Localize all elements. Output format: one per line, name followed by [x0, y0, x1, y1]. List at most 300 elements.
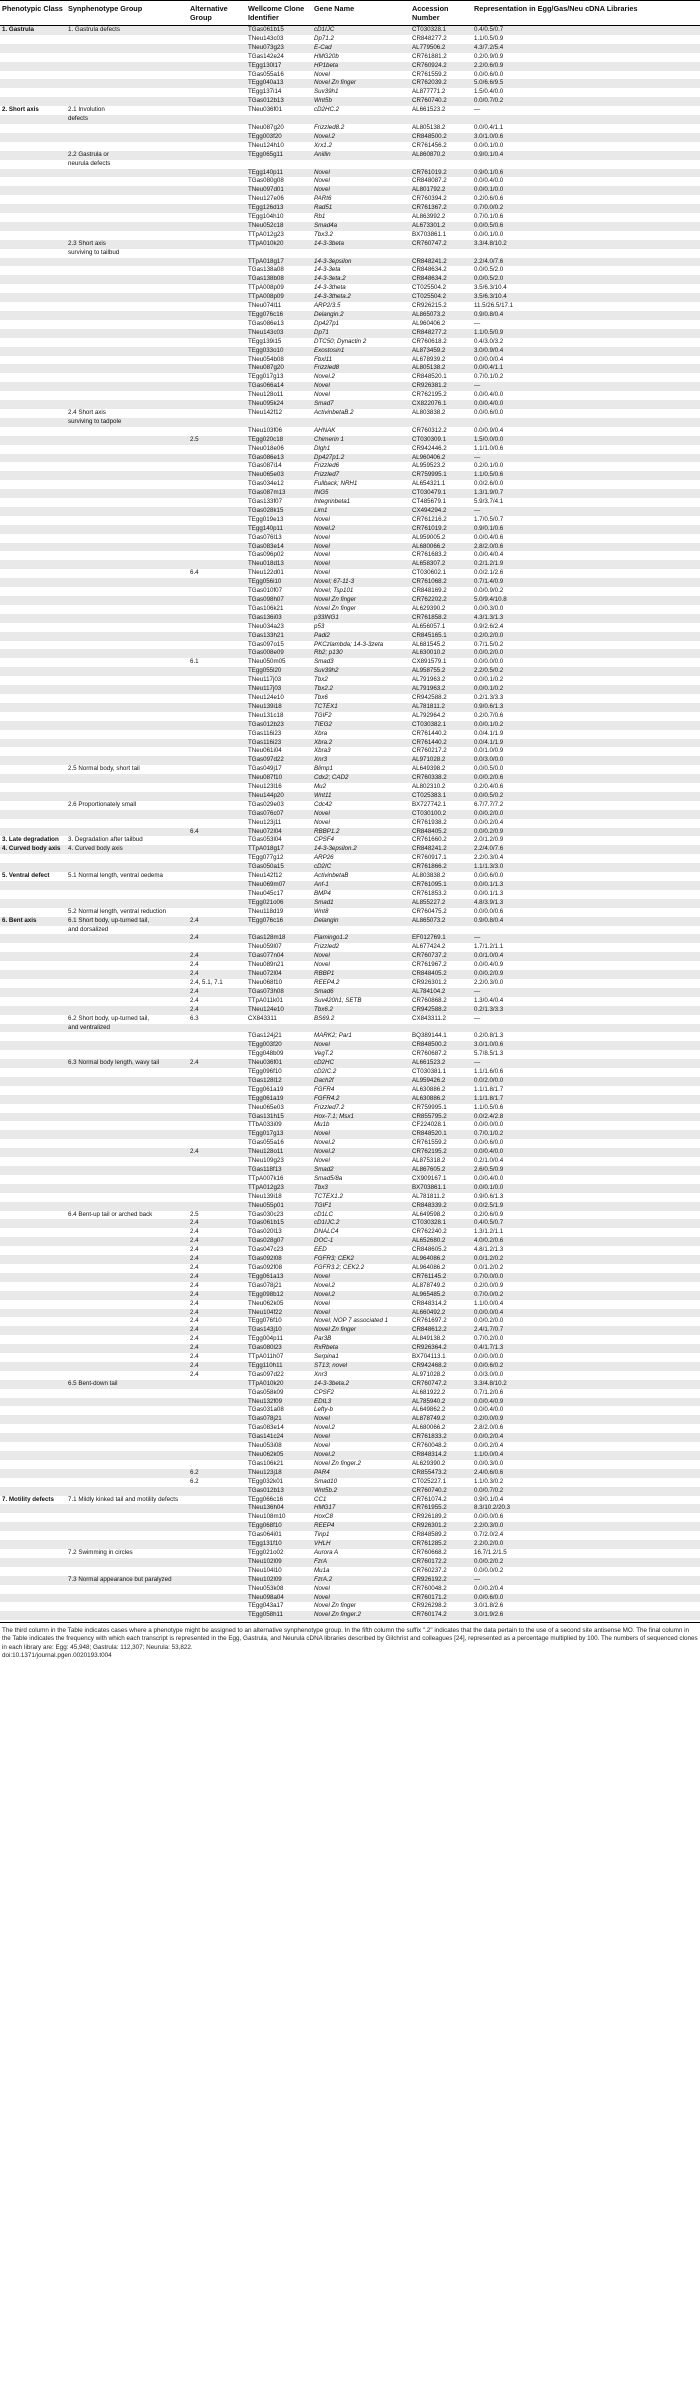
accession-cell: CR761559.2 [412, 70, 447, 78]
representation-cell: 2.2/0.6/0.9 [472, 62, 700, 71]
accession-cell: AL878749.2 [412, 1281, 446, 1289]
alternative-group-cell [188, 1594, 246, 1603]
alternative-group-cell: 2.4 [190, 1281, 199, 1289]
alternative-group-cell: 2.4 [190, 996, 199, 1004]
table-row [0, 1398, 700, 1407]
clone-id-cell: TGas050a15 [246, 863, 312, 872]
representation-cell: 0.0/0.1/0.0 [472, 186, 700, 195]
synphenotype-group-cell [66, 997, 188, 1006]
table-row [0, 1015, 700, 1024]
clone-id-cell: TGas128m18 [246, 934, 312, 943]
accession-cell: CT030328.1 [410, 1219, 472, 1228]
table-row [0, 1309, 700, 1318]
representation-cell: 0.0/0.6/0.0 [472, 1594, 700, 1603]
clone-id-cell: TEgg021o02 [248, 1548, 284, 1556]
representation-cell: 0.0/0.2/0.4 [472, 1433, 700, 1442]
gene-name-cell: Novel Zn finger.2 [314, 1459, 361, 1467]
gene-name-cell: Frizzled7 [312, 471, 410, 480]
accession-cell: AL630886.2 [410, 1095, 472, 1104]
synphenotype-group-cell [66, 1175, 188, 1184]
alternative-group-cell [188, 1050, 246, 1059]
alternative-group-cell [188, 53, 246, 62]
accession-cell: CR760048.2 [412, 1442, 447, 1450]
phenotypic-class-cell [0, 1264, 66, 1273]
phenotypic-class-cell [0, 667, 66, 676]
phenotypic-class-cell [0, 560, 66, 569]
accession-cell: AL964086.2 [412, 1263, 446, 1271]
clone-id-cell: TGas136i03 [246, 614, 312, 623]
table-row [0, 1326, 700, 1335]
accession-cell: CR760475.2 [412, 907, 447, 915]
accession-cell: AL680066.2 [412, 1424, 446, 1432]
gene-name-cell: PAR4 [312, 1469, 410, 1478]
gene-name-cell: Suv39h1 [314, 88, 339, 96]
table-row [0, 427, 700, 436]
alternative-group-cell [188, 240, 246, 249]
synphenotype-group-cell [66, 1478, 188, 1487]
clone-id-cell: TGas092f08 [248, 1263, 283, 1271]
synphenotype-group-cell: 6.1 Short body, up-turned tail, [66, 917, 188, 926]
alternative-group-cell [188, 1175, 246, 1184]
table-row [0, 899, 700, 908]
representation-cell: 1.1/1.0/0.6 [474, 444, 504, 452]
table-row [0, 1077, 700, 1086]
clone-id-cell: TTpA010k20 [246, 1380, 312, 1389]
header-representation: Representation in Egg/Gas/Neu cDNA Libraries [472, 1, 700, 26]
table-row [0, 703, 700, 712]
table-row [0, 1157, 700, 1166]
accession-cell: CR760618.2 [412, 337, 447, 345]
gene-name-cell: Novel; 67-11-3 [312, 578, 410, 587]
clone-id-cell [246, 160, 312, 169]
phenotypic-class-cell [0, 1585, 66, 1594]
table-row [0, 186, 700, 195]
alternative-group-cell: 6.3 [190, 1014, 199, 1022]
alternative-group-cell [188, 712, 246, 721]
clone-id-cell: TEgg076f10 [248, 1317, 282, 1325]
accession-cell: CR761440.2 [412, 729, 447, 737]
gene-name-cell: ActivinbetaB.2 [314, 408, 354, 416]
alternative-group-cell [188, 801, 246, 810]
gene-name-cell: 14-3-3beta [312, 240, 410, 249]
alternative-group-cell [188, 810, 246, 819]
gene-name-cell: Aurora A [314, 1548, 339, 1556]
accession-cell: CR761866.2 [410, 863, 472, 872]
accession-cell: CR761068.2 [410, 578, 472, 587]
gene-name-cell: cD2IC [312, 863, 410, 872]
representation-cell: 0.0/2.4/2.8 [472, 1113, 700, 1122]
synphenotype-group-cell [66, 943, 188, 952]
accession-cell: CT485679.1 [412, 498, 447, 506]
accession-cell: CR848241.2 [410, 258, 472, 267]
table-row [0, 979, 700, 988]
synphenotype-group-cell [66, 498, 188, 507]
accession-cell: CT030381.1 [412, 1068, 447, 1076]
table-row [0, 231, 700, 240]
phenotypic-class-cell: 7. Motility defects [2, 1495, 54, 1503]
accession-cell: CX891579.1 [412, 658, 447, 666]
alternative-group-cell [188, 195, 246, 204]
phenotypic-class-cell [0, 810, 66, 819]
clone-id-cell: TGas087i14 [248, 462, 282, 470]
clone-id-cell: TGas061b15 [246, 26, 312, 35]
synphenotype-group-cell [66, 462, 188, 471]
synphenotype-group-cell [66, 1121, 188, 1130]
alternative-group-cell [188, 409, 246, 418]
alternative-group-cell [188, 943, 246, 952]
phenotypic-class-cell [0, 1558, 66, 1567]
alternative-group-cell [188, 249, 246, 258]
alternative-group-cell [188, 1095, 246, 1104]
accession-cell: CR848634.2 [410, 275, 472, 284]
synphenotype-group-cell [66, 1237, 188, 1246]
synphenotype-group-cell [66, 97, 188, 106]
alternative-group-cell [188, 454, 246, 463]
gene-name-cell: Lefty-b [314, 1406, 333, 1414]
clone-id-cell: TNeu143c03 [246, 329, 312, 338]
table-row [0, 1032, 700, 1041]
phenotypic-class-cell [0, 1567, 66, 1576]
representation-cell: 2.2/4.0/7.6 [472, 258, 700, 267]
accession-cell: CX909167.1 [412, 1174, 447, 1182]
table-row [0, 1095, 700, 1104]
phenotypic-class-cell [0, 356, 66, 365]
synphenotype-group-cell [66, 489, 188, 498]
clone-id-cell: TGas031a08 [248, 1406, 284, 1414]
alternative-group-cell [188, 106, 246, 115]
accession-cell: CR760394.2 [412, 195, 447, 203]
representation-cell: 8.3/10.2/20.3 [472, 1504, 700, 1513]
table-row [0, 507, 700, 516]
synphenotype-group-cell [66, 1068, 188, 1077]
representation-cell: 11.5/26.5/17.1 [474, 302, 514, 310]
synphenotype-group-cell [66, 231, 188, 240]
alternative-group-cell [188, 739, 246, 748]
clone-id-cell: TGas092l08 [246, 1255, 312, 1264]
gene-name-cell: Tinp1 [314, 1531, 330, 1539]
accession-cell: AL661523.2 [410, 1059, 472, 1068]
gene-name-cell: RBBP1.2 [312, 828, 410, 837]
alternative-group-cell: 2.4 [188, 1273, 246, 1282]
table-row [0, 525, 700, 534]
synphenotype-group-cell [66, 685, 188, 694]
table-row [0, 560, 700, 569]
gene-name-cell: Smad2 [312, 1166, 410, 1175]
phenotypic-class-cell [0, 213, 66, 222]
clone-id-cell: TNeu139i18 [248, 1192, 282, 1200]
alternative-group-cell [188, 1104, 246, 1113]
table-row [0, 828, 700, 837]
doi-text: doi:10.1371/journal.pgen.0020193.t004 [2, 1651, 112, 1659]
clone-id-cell: TGas076c07 [246, 810, 312, 819]
gene-name-cell: 14-3-3eta [314, 266, 341, 274]
synphenotype-group-cell [66, 560, 188, 569]
representation-cell: 2.4/1.7/0.7 [472, 1326, 700, 1335]
accession-cell [410, 160, 472, 169]
table-row [0, 1228, 700, 1237]
accession-cell: CR762240.2 [412, 1228, 447, 1236]
alternative-group-cell [188, 338, 246, 347]
clone-id-cell: TEgg110h11 [246, 1362, 312, 1371]
synphenotype-group-cell [66, 62, 188, 71]
phenotypic-class-cell [0, 133, 66, 142]
accession-cell: CR926189.2 [412, 1513, 447, 1521]
alternative-group-cell: 2.4 [190, 1370, 199, 1378]
representation-cell: 4.8/3.9/1.3 [472, 899, 700, 908]
alternative-group-cell [188, 703, 246, 712]
alternative-group-cell: 6.4 [188, 828, 246, 837]
synphenotype-group-cell [66, 694, 188, 703]
alternative-group-cell [188, 578, 246, 587]
synphenotype-group-cell [66, 436, 188, 445]
alternative-group-cell: 2.4 [188, 1219, 246, 1228]
clone-id-cell: TNeu128o11 [246, 1148, 312, 1157]
phenotypic-class-cell [0, 1540, 66, 1549]
alternative-group-cell [188, 1531, 246, 1540]
synphenotype-group-cell [66, 311, 188, 320]
synphenotype-group-cell [66, 1291, 188, 1300]
clone-id-cell: TGas061b15 [246, 1219, 312, 1228]
representation-cell: 2.8/2.0/0.6 [472, 543, 700, 552]
accession-cell: AL959005.2 [412, 533, 446, 541]
clone-id-cell: TNeu098a04 [246, 1594, 312, 1603]
accession-cell: BX703861.1 [412, 230, 447, 238]
synphenotype-group-cell: 7.3 Normal appearance but paralyzed [66, 1576, 188, 1585]
accession-cell: CT025227.1 [412, 1477, 447, 1485]
gene-name-cell: MARK2; Par1 [314, 1032, 352, 1040]
representation-cell: 0.0/0.1/0.0 [474, 141, 504, 149]
alternative-group-cell [188, 142, 246, 151]
phenotypic-class-cell [0, 338, 66, 347]
table-row [0, 1362, 700, 1371]
clone-id-cell: TNeu144p20 [246, 792, 312, 801]
table-row [0, 258, 700, 267]
synphenotype-group-cell [66, 79, 188, 88]
accession-cell: CR759995.1 [410, 471, 472, 480]
gene-name-cell: Cdc42 [314, 800, 332, 808]
table-row [0, 694, 700, 703]
phenotypic-class-cell [0, 498, 66, 507]
synphenotype-group-cell [66, 222, 188, 231]
clone-id-cell: TEgg032k01 [248, 1477, 284, 1485]
clone-id-cell: TNeu059l07 [248, 943, 282, 951]
alternative-group-cell [188, 1086, 246, 1095]
alternative-group-cell [188, 311, 246, 320]
table-row [0, 997, 700, 1006]
table-row [0, 587, 700, 596]
representation-cell: 0.0/0.0/0.6 [474, 1513, 504, 1521]
synphenotype-group-cell [66, 1540, 188, 1549]
alternative-group-cell [188, 302, 246, 311]
clone-id-cell: CX843311 [248, 1014, 277, 1022]
representation-cell: 1.5/0.4/0.0 [474, 88, 504, 96]
accession-cell: AL681545.2 [412, 640, 446, 648]
synphenotype-group-cell: defects [66, 115, 188, 124]
synphenotype-group-cell: 1. Gastrula defects [66, 26, 188, 35]
clone-id-cell: TEgg020c18 [246, 436, 312, 445]
representation-cell: 0.0/4.1/1.9 [472, 739, 700, 748]
alternative-group-cell [188, 284, 246, 293]
table-row [0, 605, 700, 614]
phenotypic-class-cell [0, 1389, 66, 1398]
phenotypic-class-cell: 5. Ventral defect [2, 872, 50, 880]
table-row [0, 1121, 700, 1130]
table-row [0, 1255, 700, 1264]
table-row [0, 1504, 700, 1513]
gene-name-cell: cD2HC [312, 1059, 410, 1068]
alternative-group-cell [188, 854, 246, 863]
gene-name-cell [312, 160, 410, 169]
table-row [0, 765, 700, 774]
alternative-group-cell [188, 1406, 246, 1415]
gene-name-cell: Rad51 [312, 204, 410, 213]
clone-id-cell: TNeu053k08 [248, 1584, 284, 1592]
phenotypic-class-cell [0, 614, 66, 623]
clone-id-cell: TEgg017g13 [248, 373, 284, 381]
table-row [0, 489, 700, 498]
clone-id-cell: TGas098h07 [246, 596, 312, 605]
table-row [0, 1406, 700, 1415]
accession-cell: CR760171.2 [410, 1594, 472, 1603]
representation-cell: 0.9/0.8/0.4 [472, 917, 700, 926]
gene-name-cell: cD1LC [314, 1210, 333, 1218]
gene-name-cell: REEP4.2 [314, 978, 340, 986]
clone-id-cell: TGas086e13 [248, 319, 284, 327]
phenotypic-class-cell [0, 471, 66, 480]
phenotypic-class-cell [0, 792, 66, 801]
phenotypic-class-cell [0, 1531, 66, 1540]
representation-cell: 1.1/0.0/0.4 [472, 1451, 700, 1460]
phenotypic-class-cell [0, 1424, 66, 1433]
accession-cell: AL784104.2 [410, 988, 472, 997]
phenotypic-class-cell [0, 881, 66, 890]
accession-cell: EF012769.1 [410, 934, 472, 943]
representation-cell: 0.7/1.2/0.6 [474, 1388, 504, 1396]
clone-id-cell: TNeu018e06 [248, 444, 284, 452]
table-row [0, 88, 700, 97]
phenotypic-class-cell [0, 1024, 66, 1033]
accession-cell: CR855473.2 [410, 1469, 472, 1478]
representation-cell: 0.2/0.4/0.6 [474, 783, 504, 791]
gene-name-cell: 14-3-3theta [314, 284, 346, 292]
accession-cell: CR926381.2 [410, 382, 472, 391]
synphenotype-group-cell [66, 1558, 188, 1567]
phenotypic-class-cell [0, 1309, 66, 1318]
representation-cell: 1.5/0.0/0.0 [472, 436, 700, 445]
gene-name-cell: Smad5/8a [314, 1174, 343, 1182]
gene-name-cell [312, 249, 410, 258]
gene-name-cell: HoxC8 [314, 1513, 333, 1521]
gene-name-cell: Delangin [312, 917, 410, 926]
phenotypic-class-cell [0, 79, 66, 88]
synphenotype-group-cell [66, 1442, 188, 1451]
gene-name-cell: Novel [312, 1309, 410, 1318]
phenotypic-class-cell [0, 765, 66, 774]
synphenotype-group-cell [66, 863, 188, 872]
alternative-group-cell [188, 685, 246, 694]
representation-cell: 0.0/1.0/0.4 [472, 952, 700, 961]
synphenotype-group-cell [66, 1041, 188, 1050]
clone-id-cell: TGas077n04 [246, 952, 312, 961]
synphenotype-group-cell: surviving to tadpole [66, 418, 188, 427]
gene-name-cell: Exostosin1 [312, 347, 410, 356]
alternative-group-cell [188, 721, 246, 730]
synphenotype-group-cell [66, 534, 188, 543]
alternative-group-cell [188, 480, 246, 489]
phenotypic-class-cell [0, 266, 66, 275]
representation-cell: 4.3/7.2/5.4 [472, 44, 700, 53]
accession-cell: CR942588.2 [410, 1006, 472, 1015]
synphenotype-group-cell [66, 667, 188, 676]
representation-cell: 0.0/0.6/0.2 [472, 1362, 700, 1371]
alternative-group-cell: 2.4 [188, 988, 246, 997]
clone-id-cell: TEgg076c16 [246, 311, 312, 320]
table-row [0, 1024, 700, 1033]
representation-cell: — [472, 454, 700, 463]
phenotypic-class-cell [0, 507, 66, 516]
accession-cell: CR848405.2 [410, 828, 472, 837]
phenotypic-class-cell [0, 1068, 66, 1077]
phenotypic-class-cell [0, 1406, 66, 1415]
accession-cell: CR761559.2 [412, 1139, 447, 1147]
table-row [0, 908, 700, 917]
representation-cell: 0.2/1.3/3.3 [474, 693, 504, 701]
alternative-group-cell [188, 543, 246, 552]
gene-name-cell: Integrinbeta1 [314, 498, 351, 506]
clone-id-cell: TGas053l04 [248, 836, 282, 844]
representation-cell: 16.7/1.2/1.5 [474, 1548, 507, 1556]
synphenotype-group-cell [66, 1433, 188, 1442]
representation-cell: 0.0/0.2/0.9 [472, 970, 700, 979]
alternative-group-cell [188, 1424, 246, 1433]
representation-cell: 0.0/0.4/0.0 [474, 177, 504, 185]
clone-id-cell: TGas055a16 [248, 70, 284, 78]
clone-id-cell: TNeu034a23 [248, 622, 284, 630]
alternative-group-cell [188, 204, 246, 213]
gene-name-cell: EED [314, 1246, 327, 1254]
representation-cell: 3.0/1.8/2.6 [474, 1602, 504, 1610]
gene-name-cell: cD2HC.2 [314, 106, 340, 114]
representation-cell: 1.3/0.4/0.4 [474, 996, 504, 1004]
representation-cell: 0.0/0.1/0.2 [472, 685, 700, 694]
gene-name-cell: FzrA.2 [312, 1576, 410, 1585]
synphenotype-group-cell: 2.6 Proportionately small [68, 800, 137, 808]
alternative-group-cell [188, 356, 246, 365]
representation-cell: 0.0/0.4/0.0 [474, 391, 504, 399]
accession-cell: AL781811.2 [412, 1192, 445, 1200]
synphenotype-group-cell [66, 979, 188, 988]
alternative-group-cell [188, 845, 246, 854]
table-row [0, 1041, 700, 1050]
table-row [0, 534, 700, 543]
table-row [0, 35, 700, 44]
clone-id-cell: TNeu122d01 [248, 569, 284, 577]
gene-name-cell: Xnr3 [314, 1370, 328, 1378]
accession-cell: CR848605.2 [412, 1246, 447, 1254]
representation-cell: 0.0/0.7/0.2 [472, 1487, 700, 1496]
alternative-group-cell [188, 124, 246, 133]
representation-cell: 0.0/0.4/0.9 [474, 961, 504, 969]
clone-id-cell: TEgg058h11 [246, 1611, 312, 1620]
phenotypic-class-cell [0, 739, 66, 748]
accession-cell: AL649398.2 [412, 765, 446, 773]
gene-name-cell: Novel; NOP 7 associated 1 [314, 1317, 389, 1325]
representation-cell: 0.0/0.1/0.2 [474, 676, 504, 684]
alternative-group-cell [188, 890, 246, 899]
gene-name-cell: Novel [314, 70, 330, 78]
alternative-group-cell [188, 1442, 246, 1451]
gene-name-cell: Novel [312, 810, 410, 819]
